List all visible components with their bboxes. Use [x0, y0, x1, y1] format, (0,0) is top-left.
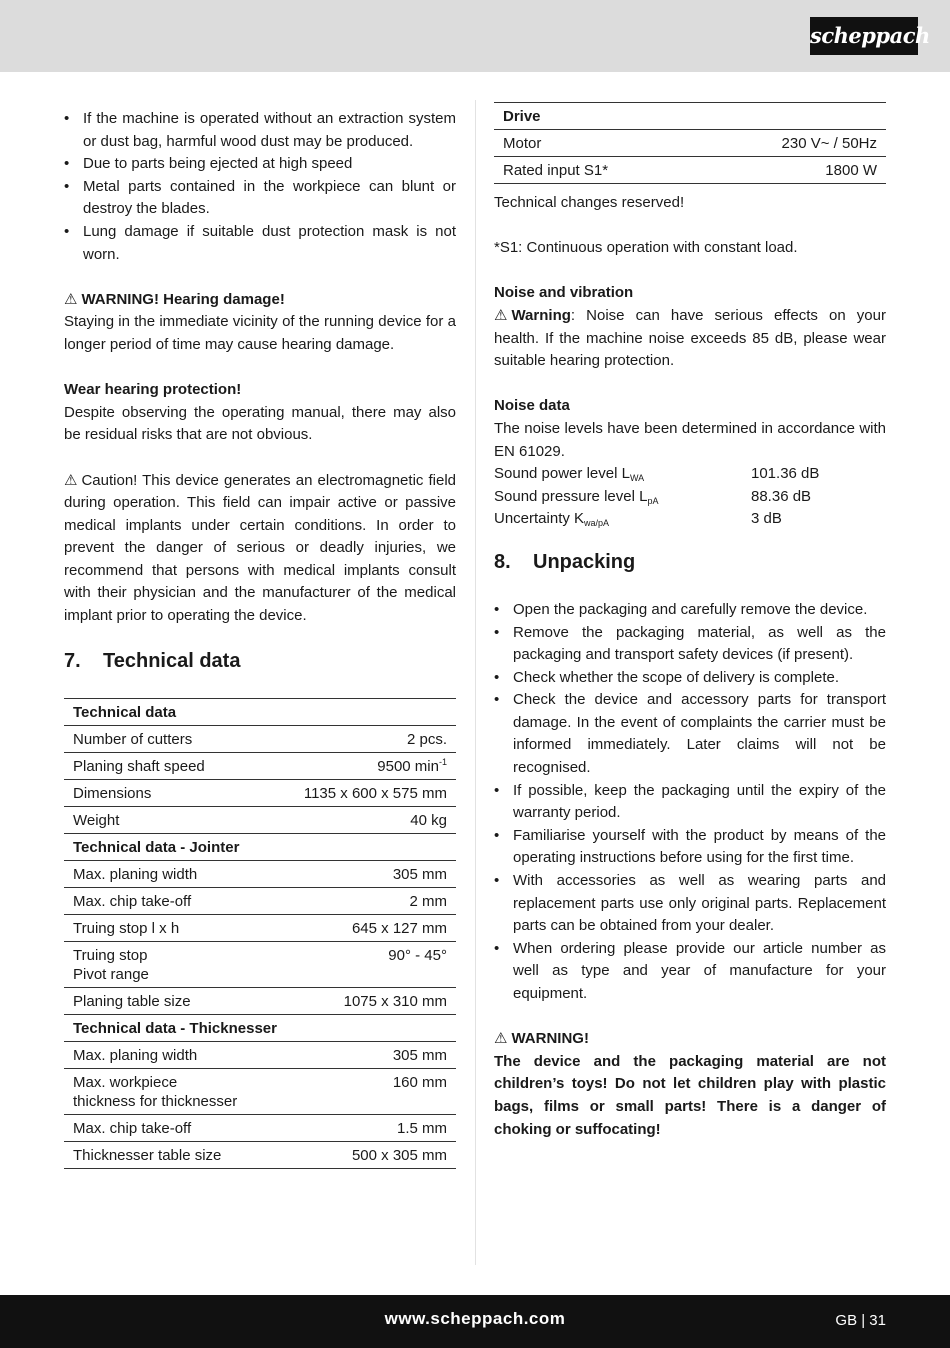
- table-label-cell: [64, 860, 291, 887]
- scheppach-logo: [810, 17, 930, 55]
- unpacking-list-item: • If possible, keep the packaging until the expiry of the warranty period.: [494, 780, 886, 825]
- table-row: [494, 130, 886, 157]
- noise-label-text: Sound pressure level L: [494, 487, 648, 505]
- noise-label: [494, 463, 751, 486]
- table-value-cell: [291, 698, 456, 725]
- table-row: [64, 806, 456, 833]
- row-value: 2 mm: [409, 892, 447, 910]
- footer-url[interactable]: www.scheppach.com: [384, 1309, 566, 1328]
- unpacking-list-item: • Remove the packaging material, as well as the packaging and transport safety devices (if present).: [494, 622, 886, 667]
- table-label-cell: [64, 752, 291, 779]
- table-row: [64, 1114, 456, 1141]
- row-value: 9500 min: [377, 757, 439, 775]
- table-value-cell: [291, 860, 456, 887]
- row-value: 500 x 305 mm: [351, 1146, 447, 1164]
- noise-data-title: Noise data: [494, 397, 570, 415]
- noise-warning-text: : Noise can have serious effects on your health. If the machine noise exceeds 85 dB, please wear suitable hearing protection.: [494, 306, 886, 370]
- table-label-cell: [64, 887, 291, 914]
- noise-value: 3 dB: [751, 510, 782, 528]
- noise-value: 88.36 dB: [751, 487, 812, 505]
- row-value: 90° - 45°: [388, 946, 447, 964]
- row-label: Dimensions: [73, 784, 152, 802]
- section-7-title: Technical data: [103, 649, 241, 672]
- table-label-cell: [64, 779, 291, 806]
- table-value-cell: [291, 1068, 456, 1114]
- final-warning-title: WARNING!: [511, 1030, 589, 1048]
- unpacking-list-item: • Check whether the scope of delivery is complete.: [494, 667, 886, 690]
- caution-paragraph: [64, 470, 456, 628]
- row-label: Number of cutters: [73, 730, 193, 748]
- table-value-cell: [291, 779, 456, 806]
- row-label: Motor: [503, 135, 542, 152]
- table-row: [494, 157, 886, 184]
- table-row: [64, 1141, 456, 1168]
- row-label: Technical data - Thicknesser: [73, 1019, 277, 1037]
- noise-title: Noise and vibration: [494, 284, 634, 302]
- row-value: 40 kg: [410, 811, 447, 829]
- noise-label-subscript: pA: [647, 495, 659, 506]
- hearing-warning-heading: [64, 289, 456, 312]
- unpacking-list-item: • When ordering please provide our article number as well as type and year of manufacture for your equipment.: [494, 938, 886, 1006]
- noise-warning: [494, 305, 886, 373]
- noise-data-intro: The noise levels have been determined in accordance with EN 61029.: [494, 419, 886, 460]
- unpacking-list-item: • Check the device and accessory parts for transport damage. In the event of complaints the carrier must be informed immediately. Later claims will not be recognised.: [494, 689, 886, 779]
- table-label-cell: [64, 987, 291, 1014]
- table-value-cell: [291, 1141, 456, 1168]
- table-row: [64, 1068, 456, 1114]
- table-heading-row: [64, 833, 456, 860]
- row-value: 305 mm: [392, 1046, 447, 1064]
- page-number: GB | 31: [835, 1312, 886, 1329]
- section-7-heading: [64, 648, 456, 674]
- table-value-cell: [291, 914, 456, 941]
- final-warning-heading: [494, 1028, 886, 1051]
- table-label-cell: [64, 1141, 291, 1168]
- noise-data-list: [494, 463, 886, 531]
- logo-text: scheppach: [810, 23, 930, 48]
- table-value-cell: [291, 833, 456, 860]
- section-7-number: 7.: [64, 649, 81, 672]
- table-row: [64, 779, 456, 806]
- table-value-cell: [291, 941, 456, 987]
- noise-label-text: Sound power level L: [494, 465, 630, 483]
- row-value: 1135 x 600 x 575 mm: [303, 784, 447, 802]
- unpacking-list-item: • Open the packaging and carefully remove the device.: [494, 599, 886, 622]
- noise-value: 101.36 dB: [751, 465, 820, 483]
- noise-label-subscript: WA: [629, 473, 645, 484]
- table-label-cell: [64, 1114, 291, 1141]
- row-label: Max. chip take-off: [73, 1119, 192, 1137]
- table-row: [64, 987, 456, 1014]
- row-value: 230 V~ / 50Hz: [781, 135, 877, 152]
- risk-list-item: • If the machine is operated without an extraction system or dust bag, harmful wood dust may be produced.: [64, 108, 456, 153]
- row-label-line2: thickness for thicknesser: [73, 1092, 238, 1110]
- table-value-cell: [698, 103, 886, 130]
- risk-list-item: • Due to parts being ejected at high speed: [64, 153, 456, 176]
- table-value-cell: [291, 1014, 456, 1041]
- changes-reserved: Technical changes reserved!: [494, 194, 685, 211]
- noise-label: [494, 486, 751, 509]
- hearing-warning-title: WARNING! Hearing damage!: [81, 290, 285, 308]
- row-label: Max. planing width: [73, 1046, 198, 1064]
- row-label-line2: Pivot range: [73, 965, 149, 983]
- table-row: [64, 941, 456, 987]
- table-row: [64, 914, 456, 941]
- row-value: 1.5 mm: [396, 1119, 447, 1137]
- unpacking-list-item: • With accessories as well as wearing parts and replacement parts use only original parts. Replacement parts can be obtained from your dealer.: [494, 870, 886, 938]
- right-column: [494, 102, 886, 1141]
- noise-label-subscript: wa/pA: [584, 518, 610, 529]
- final-warning-text: The device and the packaging material are not children’s toys! Do not let children play with plastic bags, films or small parts! There is a danger of choking or suffocating!: [494, 1052, 886, 1138]
- table-value-cell: [698, 157, 886, 184]
- table-value-cell: [291, 806, 456, 833]
- table-row: [64, 725, 456, 752]
- noise-label: [494, 508, 751, 531]
- row-label: Technical data: [73, 703, 177, 721]
- table-heading-row: [494, 103, 886, 130]
- table-value-cell: [291, 725, 456, 752]
- row-label: Technical data - Jointer: [73, 838, 240, 856]
- table-value-cell: [291, 752, 456, 779]
- table-heading-row: [64, 698, 456, 725]
- caution-text: Caution! This device generates an electromagnetic field during operation. This field can impair active or passive medical implants under certain conditions. In order to prevent the danger of serious or deadly injuries, we recommend that persons with medical implants consult with their physician and the manufacturer of the medical implant prior to operating the device.: [64, 471, 456, 625]
- drive-table: [494, 102, 886, 184]
- left-column: [64, 108, 456, 1169]
- noise-warning-label: Warning: [511, 306, 571, 324]
- unpacking-list-item: • Familiarise yourself with the product by means of the operating instructions before using for the first time.: [494, 825, 886, 870]
- row-label: Planing table size: [73, 992, 191, 1010]
- row-value-superscript: -1: [438, 756, 447, 767]
- row-label: Thicknesser table size: [73, 1146, 222, 1164]
- row-value: 160 mm: [392, 1073, 447, 1091]
- row-value: 1800 W: [825, 162, 877, 179]
- risk-list-item: • Metal parts contained in the workpiece can blunt or destroy the blades.: [64, 176, 456, 221]
- section-8-heading: [494, 549, 886, 575]
- table-label-cell: [494, 103, 698, 130]
- table-label-cell: [64, 1068, 291, 1114]
- footer-bar: [0, 1295, 950, 1348]
- row-label: Rated input S1*: [503, 162, 609, 179]
- risk-list-item: • Lung damage if suitable dust protection mask is not worn.: [64, 221, 456, 266]
- section-8-number: 8.: [494, 550, 511, 573]
- table-label-cell: [64, 914, 291, 941]
- table-label-cell: [494, 130, 698, 157]
- hearing-warning-text: Staying in the immediate vicinity of the running device for a longer period of time may cause hearing damage.: [64, 313, 456, 353]
- final-warning-icon: ⚠: [494, 1030, 508, 1048]
- table-label-cell: [64, 833, 291, 860]
- table-label-cell: [494, 157, 698, 184]
- row-label: Planing shaft speed: [73, 757, 205, 775]
- row-label: Max. chip take-off: [73, 892, 192, 910]
- protection-title: Wear hearing protection!: [64, 381, 242, 399]
- protection-text: Despite observing the operating manual, there may also be residual risks that are not obvious.: [64, 403, 456, 444]
- table-row: [64, 860, 456, 887]
- row-value: 305 mm: [392, 865, 447, 883]
- row-label: Weight: [73, 811, 120, 829]
- table-label-cell: [64, 806, 291, 833]
- table-value-cell: [291, 987, 456, 1014]
- table-value-cell: [698, 130, 886, 157]
- table-label-cell: [64, 941, 291, 987]
- table-label-cell: [64, 725, 291, 752]
- technical-data-table: [64, 698, 456, 1169]
- table-value-cell: [291, 1041, 456, 1068]
- row-label: Drive: [503, 108, 541, 125]
- table-row: [64, 1041, 456, 1068]
- table-label-cell: [64, 1041, 291, 1068]
- unpacking-list: [494, 599, 886, 1006]
- row-value: 2 pcs.: [406, 730, 447, 748]
- table-value-cell: [291, 887, 456, 914]
- row-label: Truing stop l x h: [73, 919, 180, 937]
- table-label-cell: [64, 1014, 291, 1041]
- table-label-cell: [64, 698, 291, 725]
- table-row: [64, 887, 456, 914]
- row-value: 645 x 127 mm: [351, 919, 447, 937]
- row-label: Truing stop: [73, 946, 148, 964]
- row-label: Max. planing width: [73, 865, 198, 883]
- noise-warning-icon: ⚠: [494, 306, 508, 324]
- caution-triangle-icon: ⚠: [64, 471, 78, 489]
- warning-triangle-icon: ⚠: [64, 290, 78, 308]
- header-band: [0, 0, 950, 72]
- risk-list: [64, 108, 456, 266]
- s1-note: *S1: Continuous operation with constant load.: [494, 239, 798, 257]
- section-8-title: Unpacking: [533, 550, 636, 573]
- column-divider: [475, 100, 476, 1265]
- table-value-cell: [291, 1114, 456, 1141]
- noise-label-text: Uncertainty K: [494, 510, 585, 528]
- row-value: 1075 x 310 mm: [343, 992, 447, 1010]
- table-heading-row: [64, 1014, 456, 1041]
- table-row: [64, 752, 456, 779]
- row-label: Max. workpiece: [73, 1073, 178, 1091]
